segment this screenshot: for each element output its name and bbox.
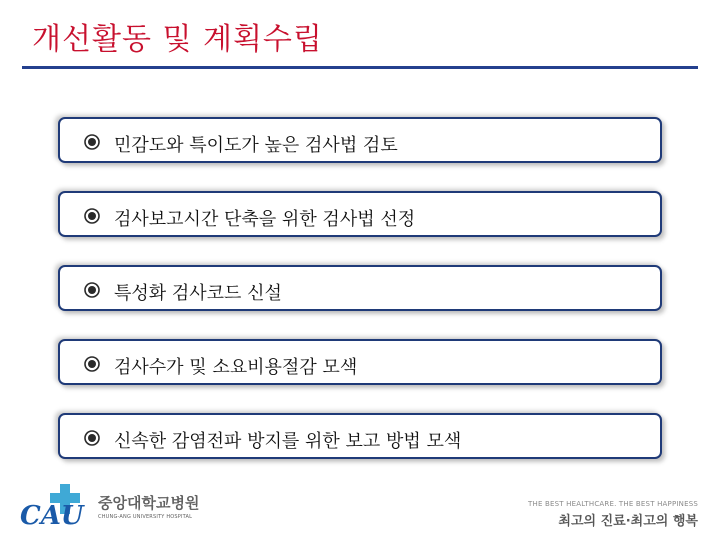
list-item-5 [58,413,662,459]
target-bullet-icon [84,208,100,224]
slogan-english: THE BEST HEALTHCARE. THE BEST HAPPINESS [528,500,698,508]
slogan-block [528,500,698,529]
target-bullet-icon [84,356,100,372]
svg-text:CAU: CAU [20,501,84,530]
list-item-text: 검사보고시간 단축을 위한 검사법 선정 [114,209,416,230]
list-item-text: 민감도와 특이도가 높은 검사법 검토 [114,135,398,156]
hospital-logo-block [20,484,210,530]
list-item-3 [58,265,662,311]
slide-title: 개선활동 및 계획수립 [32,22,323,57]
list-item-text: 신속한 감염전파 방지를 위한 보고 방법 모색 [114,431,462,452]
list-item-2 [58,191,662,237]
target-bullet-icon [84,134,100,150]
cau-logo-icon [20,484,94,530]
target-bullet-icon [84,430,100,446]
list-item-4 [58,339,662,385]
hospital-name-en: CHUNG-ANG UNIVERSITY HOSPITAL [98,514,193,520]
list-item-text: 특성화 검사코드 신설 [114,283,282,304]
title-divider [22,66,698,69]
target-bullet-icon [84,282,100,298]
slogan-korean: 최고의 진료·최고의 행복 [558,514,698,529]
hospital-name: 중앙대학교병원 [98,494,200,512]
list-item-text: 검사수가 및 소요비용절감 모색 [114,357,358,378]
list-item-1 [58,117,662,163]
